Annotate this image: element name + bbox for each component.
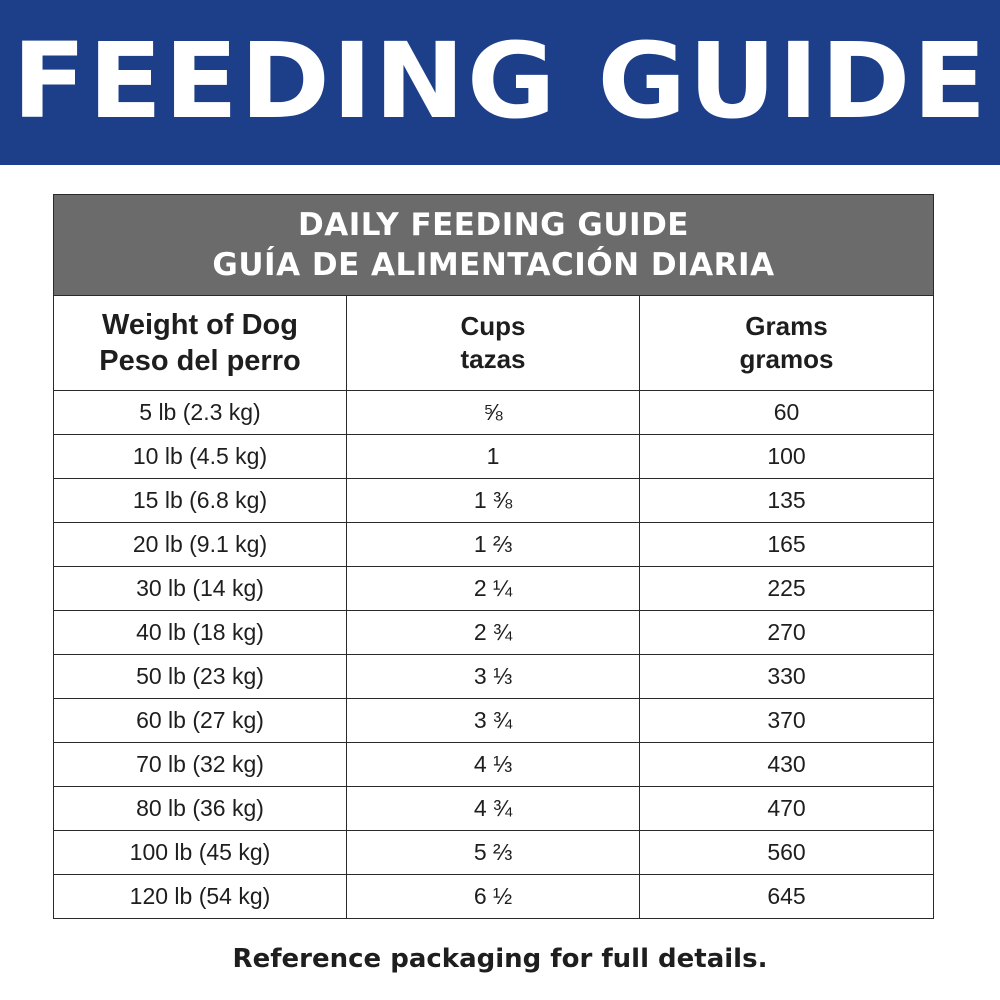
weight-cell: 120 lb (54 kg)	[54, 875, 347, 919]
cups-cell: ⅝	[347, 391, 640, 435]
grams-cell: 430	[640, 743, 934, 787]
footnote: Reference packaging for full details.	[232, 944, 768, 974]
grams-cell: 645	[640, 875, 934, 919]
column-header-grams	[640, 296, 934, 391]
column-header-cups	[347, 296, 640, 391]
weight-cell: 15 lb (6.8 kg)	[54, 479, 347, 523]
table-row	[54, 479, 934, 523]
cups-cell: 5 ⅔	[347, 831, 640, 875]
weight-cell: 80 lb (36 kg)	[54, 787, 347, 831]
table-row	[54, 787, 934, 831]
weight-cell: 30 lb (14 kg)	[54, 567, 347, 611]
grams-cell: 470	[640, 787, 934, 831]
column-header-grams-english: Grams	[745, 311, 828, 341]
cups-cell: 2 ¾	[347, 611, 640, 655]
table-row	[54, 567, 934, 611]
table-row	[54, 699, 934, 743]
weight-cell: 20 lb (9.1 kg)	[54, 523, 347, 567]
weight-cell: 70 lb (32 kg)	[54, 743, 347, 787]
feeding-guide-table	[53, 194, 934, 919]
column-header-weight-english: Weight of Dog	[102, 309, 298, 341]
table-title-row	[54, 195, 934, 296]
cups-cell: 6 ½	[347, 875, 640, 919]
grams-cell: 165	[640, 523, 934, 567]
cups-cell: 1 ⅜	[347, 479, 640, 523]
table-row	[54, 435, 934, 479]
table-title-spanish: GUÍA DE ALIMENTACIÓN DIARIA	[212, 247, 775, 283]
table-row	[54, 831, 934, 875]
grams-cell: 100	[640, 435, 934, 479]
feeding-table-container	[53, 194, 933, 919]
column-header-weight-spanish: Peso del perro	[99, 345, 301, 377]
weight-cell: 5 lb (2.3 kg)	[54, 391, 347, 435]
weight-cell: 40 lb (18 kg)	[54, 611, 347, 655]
grams-cell: 330	[640, 655, 934, 699]
cups-cell: 1 ⅔	[347, 523, 640, 567]
grams-cell: 560	[640, 831, 934, 875]
cups-cell: 1	[347, 435, 640, 479]
table-title	[54, 195, 934, 296]
column-header-cups-spanish: tazas	[460, 344, 526, 374]
weight-cell: 100 lb (45 kg)	[54, 831, 347, 875]
grams-cell: 60	[640, 391, 934, 435]
header-banner	[0, 0, 1000, 165]
table-row	[54, 743, 934, 787]
cups-cell: 3 ¾	[347, 699, 640, 743]
column-header-weight	[54, 296, 347, 391]
cups-cell: 3 ⅓	[347, 655, 640, 699]
cups-cell: 4 ⅓	[347, 743, 640, 787]
grams-cell: 370	[640, 699, 934, 743]
grams-cell: 270	[640, 611, 934, 655]
table-row	[54, 875, 934, 919]
weight-cell: 60 lb (27 kg)	[54, 699, 347, 743]
cups-cell: 4 ¾	[347, 787, 640, 831]
page-title: FEEDING GUIDE	[11, 19, 989, 142]
column-header-grams-spanish: gramos	[739, 344, 834, 374]
table-row	[54, 523, 934, 567]
column-header-cups-english: Cups	[460, 311, 526, 341]
table-row	[54, 391, 934, 435]
table-row	[54, 611, 934, 655]
grams-cell: 225	[640, 567, 934, 611]
table-row	[54, 655, 934, 699]
table-title-english: DAILY FEEDING GUIDE	[298, 207, 689, 243]
column-header-row	[54, 296, 934, 391]
weight-cell: 10 lb (4.5 kg)	[54, 435, 347, 479]
cups-cell: 2 ¼	[347, 567, 640, 611]
weight-cell: 50 lb (23 kg)	[54, 655, 347, 699]
grams-cell: 135	[640, 479, 934, 523]
